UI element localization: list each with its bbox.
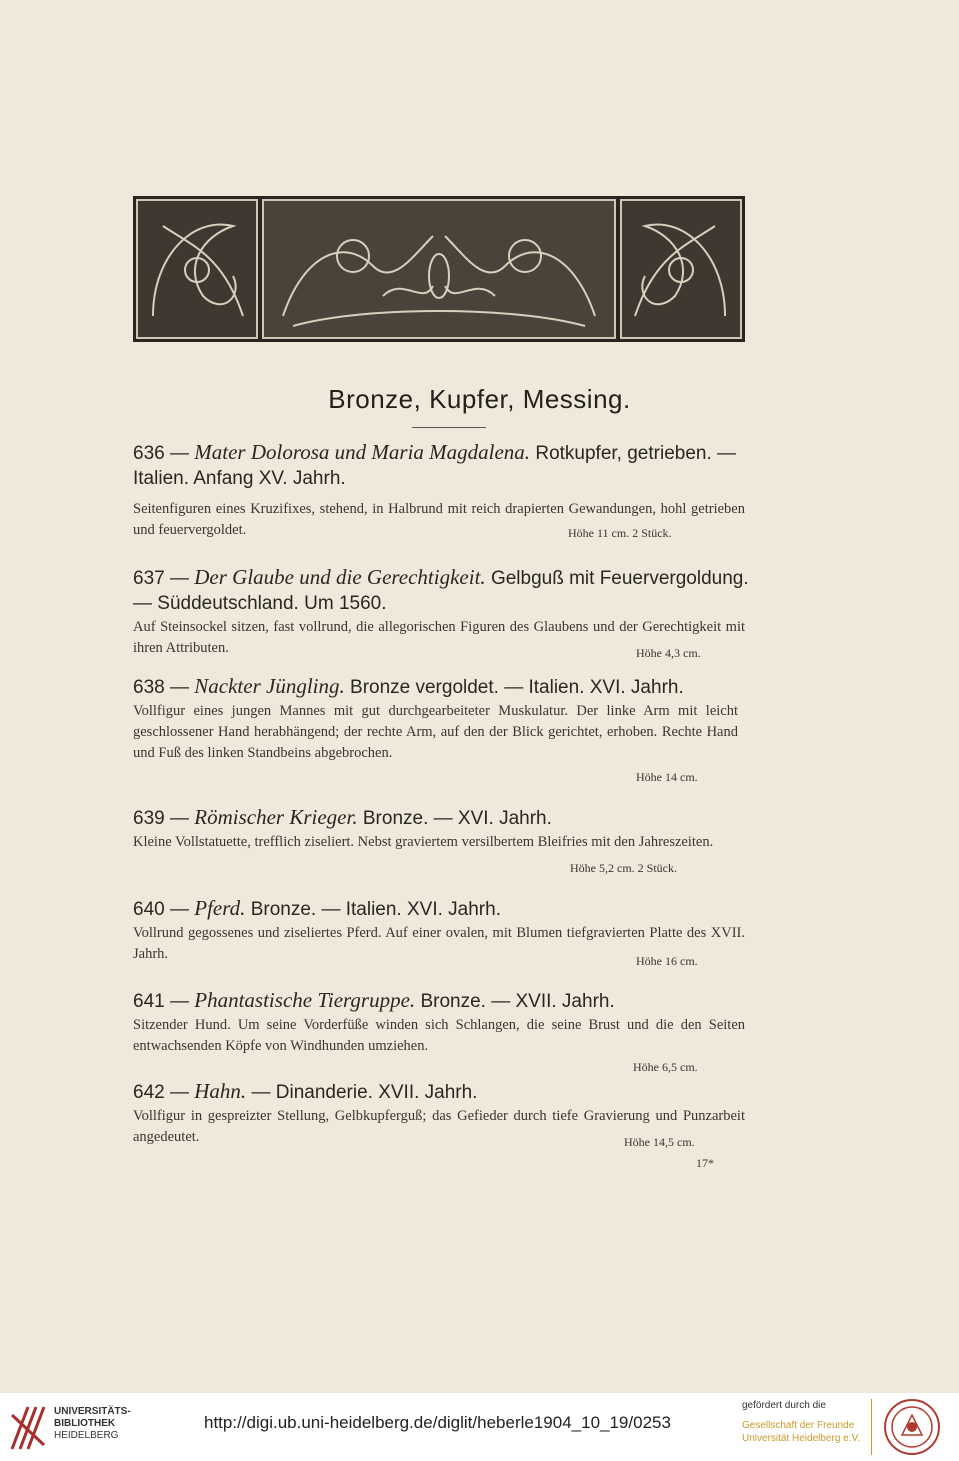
entry-642-measure: Höhe 14,5 cm.	[624, 1135, 695, 1149]
university-library-logo-icon[interactable]	[8, 1401, 48, 1453]
entry-640-measure: Höhe 16 cm.	[636, 954, 698, 968]
entry-636-description: Seitenfiguren eines Kruzifixes, stehend, in Halbrund mit reich drapierten Gewandungen, hohl getrieben und feuervergoldet.	[133, 501, 745, 538]
entry-637-measure: Höhe 4,3 cm.	[636, 646, 701, 660]
entry-637-heading: 637 — Der Glaube und die Gerechtigkeit. Gelbguß mit Feuervergoldung. — Süddeutschland. Um 1560.	[133, 565, 749, 614]
entry-642-description: Vollfigur in gespreizter Stellung, Gelbkupferguß; das Gefieder durch tiefe Gravierung und Punzarbeit angedeutet.	[133, 1108, 745, 1145]
society-seal-icon[interactable]	[880, 1397, 944, 1457]
entry-640-description: Vollrund gegossenes und ziseliertes Pferd. Auf einer ovalen, mit Blumen tiefgravierten Platte des XVII. Jahrh.	[133, 925, 745, 962]
sponsor-credit: gefördert durch die Gesellschaft der Freunde Universität Heidelberg e.V.	[742, 1400, 861, 1444]
permalink-url[interactable]: http://digi.ub.uni-heidelberg.de/diglit/heberle1904_10_19/0253	[204, 1413, 671, 1432]
entry-638-description: Vollfigur eines jungen Mannes mit gut durchgearbeiteter Muskulatur. Der linke Arm mit leicht geschlossener Hand herabhängend; der rechte Arm, auf den der Blick gerichtet, erhoben. Rechte Hand und Fuß des linken Standbeins abgebrochen.	[133, 703, 738, 761]
page-signature-mark: 17*	[696, 1156, 714, 1170]
entry-636-measure: Höhe 11 cm. 2 Stück.	[568, 526, 672, 540]
entry-639-measure: Höhe 5,2 cm. 2 Stück.	[570, 861, 677, 875]
entry-636-heading: 636 — Mater Dolorosa und Maria Magdalena. Rotkupfer, getrieben. — Italien. Anfang XV. Jahrh.	[133, 440, 737, 489]
footer-divider	[871, 1399, 872, 1455]
entry-642-heading: 642 — Hahn. — Dinanderie. XVII. Jahrh.	[133, 1079, 478, 1103]
heading-rule	[412, 427, 486, 428]
section-heading: Bronze, Kupfer, Messing.	[328, 384, 631, 414]
entry-638-measure: Höhe 14 cm.	[636, 770, 698, 784]
entry-640-heading: 640 — Pferd. Bronze. — Italien. XVI. Jahrh.	[133, 896, 501, 920]
entry-641-description: Sitzender Hund. Um seine Vorderfüße winden sich Schlangen, die seine Brust und die den Seiten entwachsenden Köpfe von Windhunden umziehen.	[133, 1017, 745, 1054]
university-library-name: UNIVERSITÄTS- BIBLIOTHEK HEIDELBERG	[54, 1406, 131, 1441]
entry-639-description: Kleine Vollstatuette, trefflich ziseliert. Nebst graviertem versilbertem Bleifries mit den Jahreszeiten.	[133, 834, 714, 850]
entry-641-heading: 641 — Phantastische Tiergruppe. Bronze. — XVII. Jahrh.	[133, 988, 615, 1012]
entry-639-heading: 639 — Römischer Krieger. Bronze. — XVI. Jahrh.	[133, 805, 552, 829]
entry-641-measure: Höhe 6,5 cm.	[633, 1060, 698, 1074]
footer-bar	[0, 1393, 959, 1461]
entry-638-heading: 638 — Nackter Jüngling. Bronze vergoldet. — Italien. XVI. Jahrh.	[133, 674, 684, 698]
entry-637-description: Auf Steinsockel sitzen, fast vollrund, die allegorischen Figuren des Glaubens und der Gerechtigkeit mit ihren Attributen.	[133, 619, 745, 656]
decorative-headpiece	[133, 196, 745, 342]
